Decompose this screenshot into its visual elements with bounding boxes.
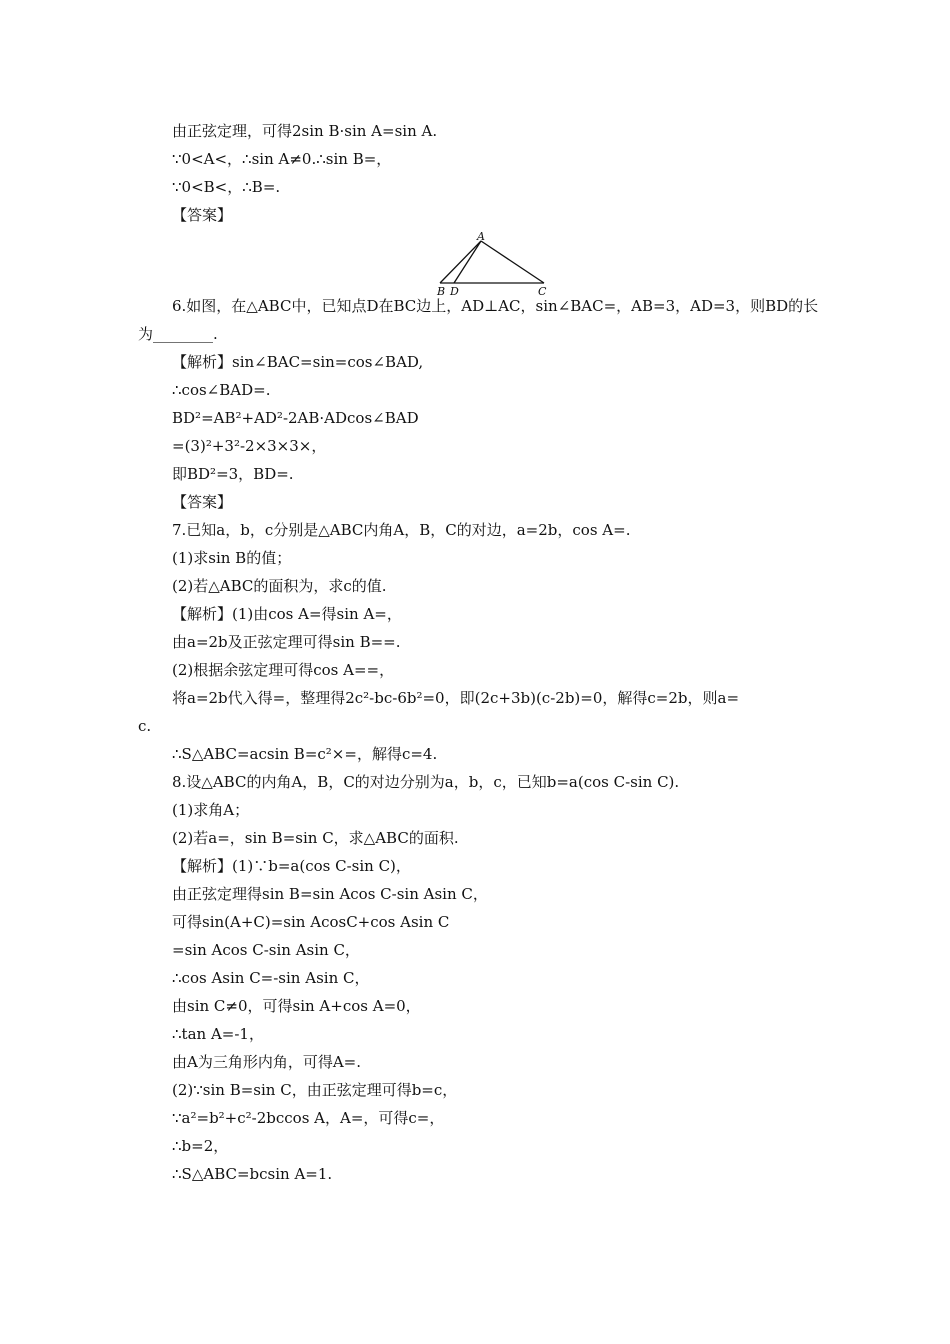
- text-line: ∵a²=b²+c²-2bccos A，A=，可得c=，: [172, 1109, 445, 1127]
- text-line: 由正弦定理，可得2sin B·sin A=sin A.: [172, 122, 438, 140]
- text-line: ∴S△ABC=acsin B=c²×=，解得c=4.: [172, 745, 438, 763]
- text-line: (2)∵sin B=sin C，由正弦定理可得b=c，: [172, 1081, 458, 1099]
- text-line: 可得sin(A+C)=sin AcosC+cos Asin C: [172, 913, 450, 931]
- solution-heading: 【解析】sin∠BAC=sin=cos∠BAD,: [172, 353, 424, 371]
- problem-6-statement: 6.如图，在△ABC中，已知点D在BC边上，AD⊥AC，sin∠BAC=，AB=3，AD=3，则BD的长: [172, 297, 819, 315]
- triangle-abc-figure: [432, 232, 554, 300]
- text-line: (1)求sin B的值；: [172, 549, 292, 567]
- segment-ab: [440, 241, 481, 283]
- text-line: (1)求角A；: [172, 801, 250, 819]
- problem-7-statement: 7.已知a，b，c分别是△ABC内角A，B，C的对边，a=2b，cos A=.: [172, 521, 631, 539]
- text-line: ∴b=2，: [172, 1137, 229, 1155]
- text-line: =sin Acos C-sin Asin C，: [172, 941, 360, 959]
- problem-8-statement: 8.设△ABC的内角A，B，C的对边分别为a，b，c，已知b=a(cos C-sin C).: [172, 773, 680, 791]
- text-line: 由A为三角形内角，可得A=.: [172, 1053, 362, 1071]
- text-line: ∴S△ABC=bcsin A=1.: [172, 1165, 333, 1183]
- text-line: 为________.: [138, 325, 218, 343]
- segment-ad: [454, 241, 481, 283]
- text-line: ∴cos Asin C=-sin Asin C，: [172, 969, 370, 987]
- text-line: ∴tan A=-1，: [172, 1025, 264, 1043]
- vertex-label-c: C: [538, 285, 547, 298]
- vertex-label-a: A: [477, 232, 485, 243]
- vertex-label-d: D: [450, 285, 459, 298]
- text-line: =(3)²+3²-2×3×3×，: [172, 437, 327, 455]
- text-line: (2)根据余弦定理可得cos A==，: [172, 661, 395, 679]
- text-line: ∴cos∠BAD=.: [172, 381, 271, 399]
- text-line: 由正弦定理得sin B=sin Acos C-sin Asin C，: [172, 885, 488, 903]
- text-line: BD²=AB²+AD²-2AB·ADcos∠BAD: [172, 409, 419, 427]
- vertex-label-b: B: [437, 285, 446, 298]
- text-line: (2)若△ABC的面积为，求c的值.: [172, 577, 387, 595]
- segment-ac: [481, 241, 544, 283]
- answer-heading: 【答案】: [172, 493, 233, 511]
- text-line: (2)若a=，sin B=sin C，求△ABC的面积.: [172, 829, 459, 847]
- answer-heading: 【答案】: [172, 206, 233, 224]
- text-line: ∵0<B<，∴B=.: [172, 178, 281, 196]
- text-line: ∵0<A<，∴sin A≠0.∴sin B=，: [172, 150, 392, 168]
- text-line: c.: [138, 717, 152, 735]
- text-line: 即BD²=3，BD=.: [172, 465, 294, 483]
- solution-heading: 【解析】(1)由cos A=得sin A=，: [172, 605, 402, 623]
- text-line: 由a=2b及正弦定理可得sin B==.: [172, 633, 401, 651]
- text-line: 将a=2b代入得=，整理得2c²-bc-6b²=0，即(2c+3b)(c-2b)=0，解得c=2b，则a=: [172, 689, 740, 707]
- text-line: 由sin C≠0，可得sin A+cos A=0，: [172, 997, 421, 1015]
- solution-heading: 【解析】(1)∵b=a(cos C-sin C)，: [172, 857, 411, 875]
